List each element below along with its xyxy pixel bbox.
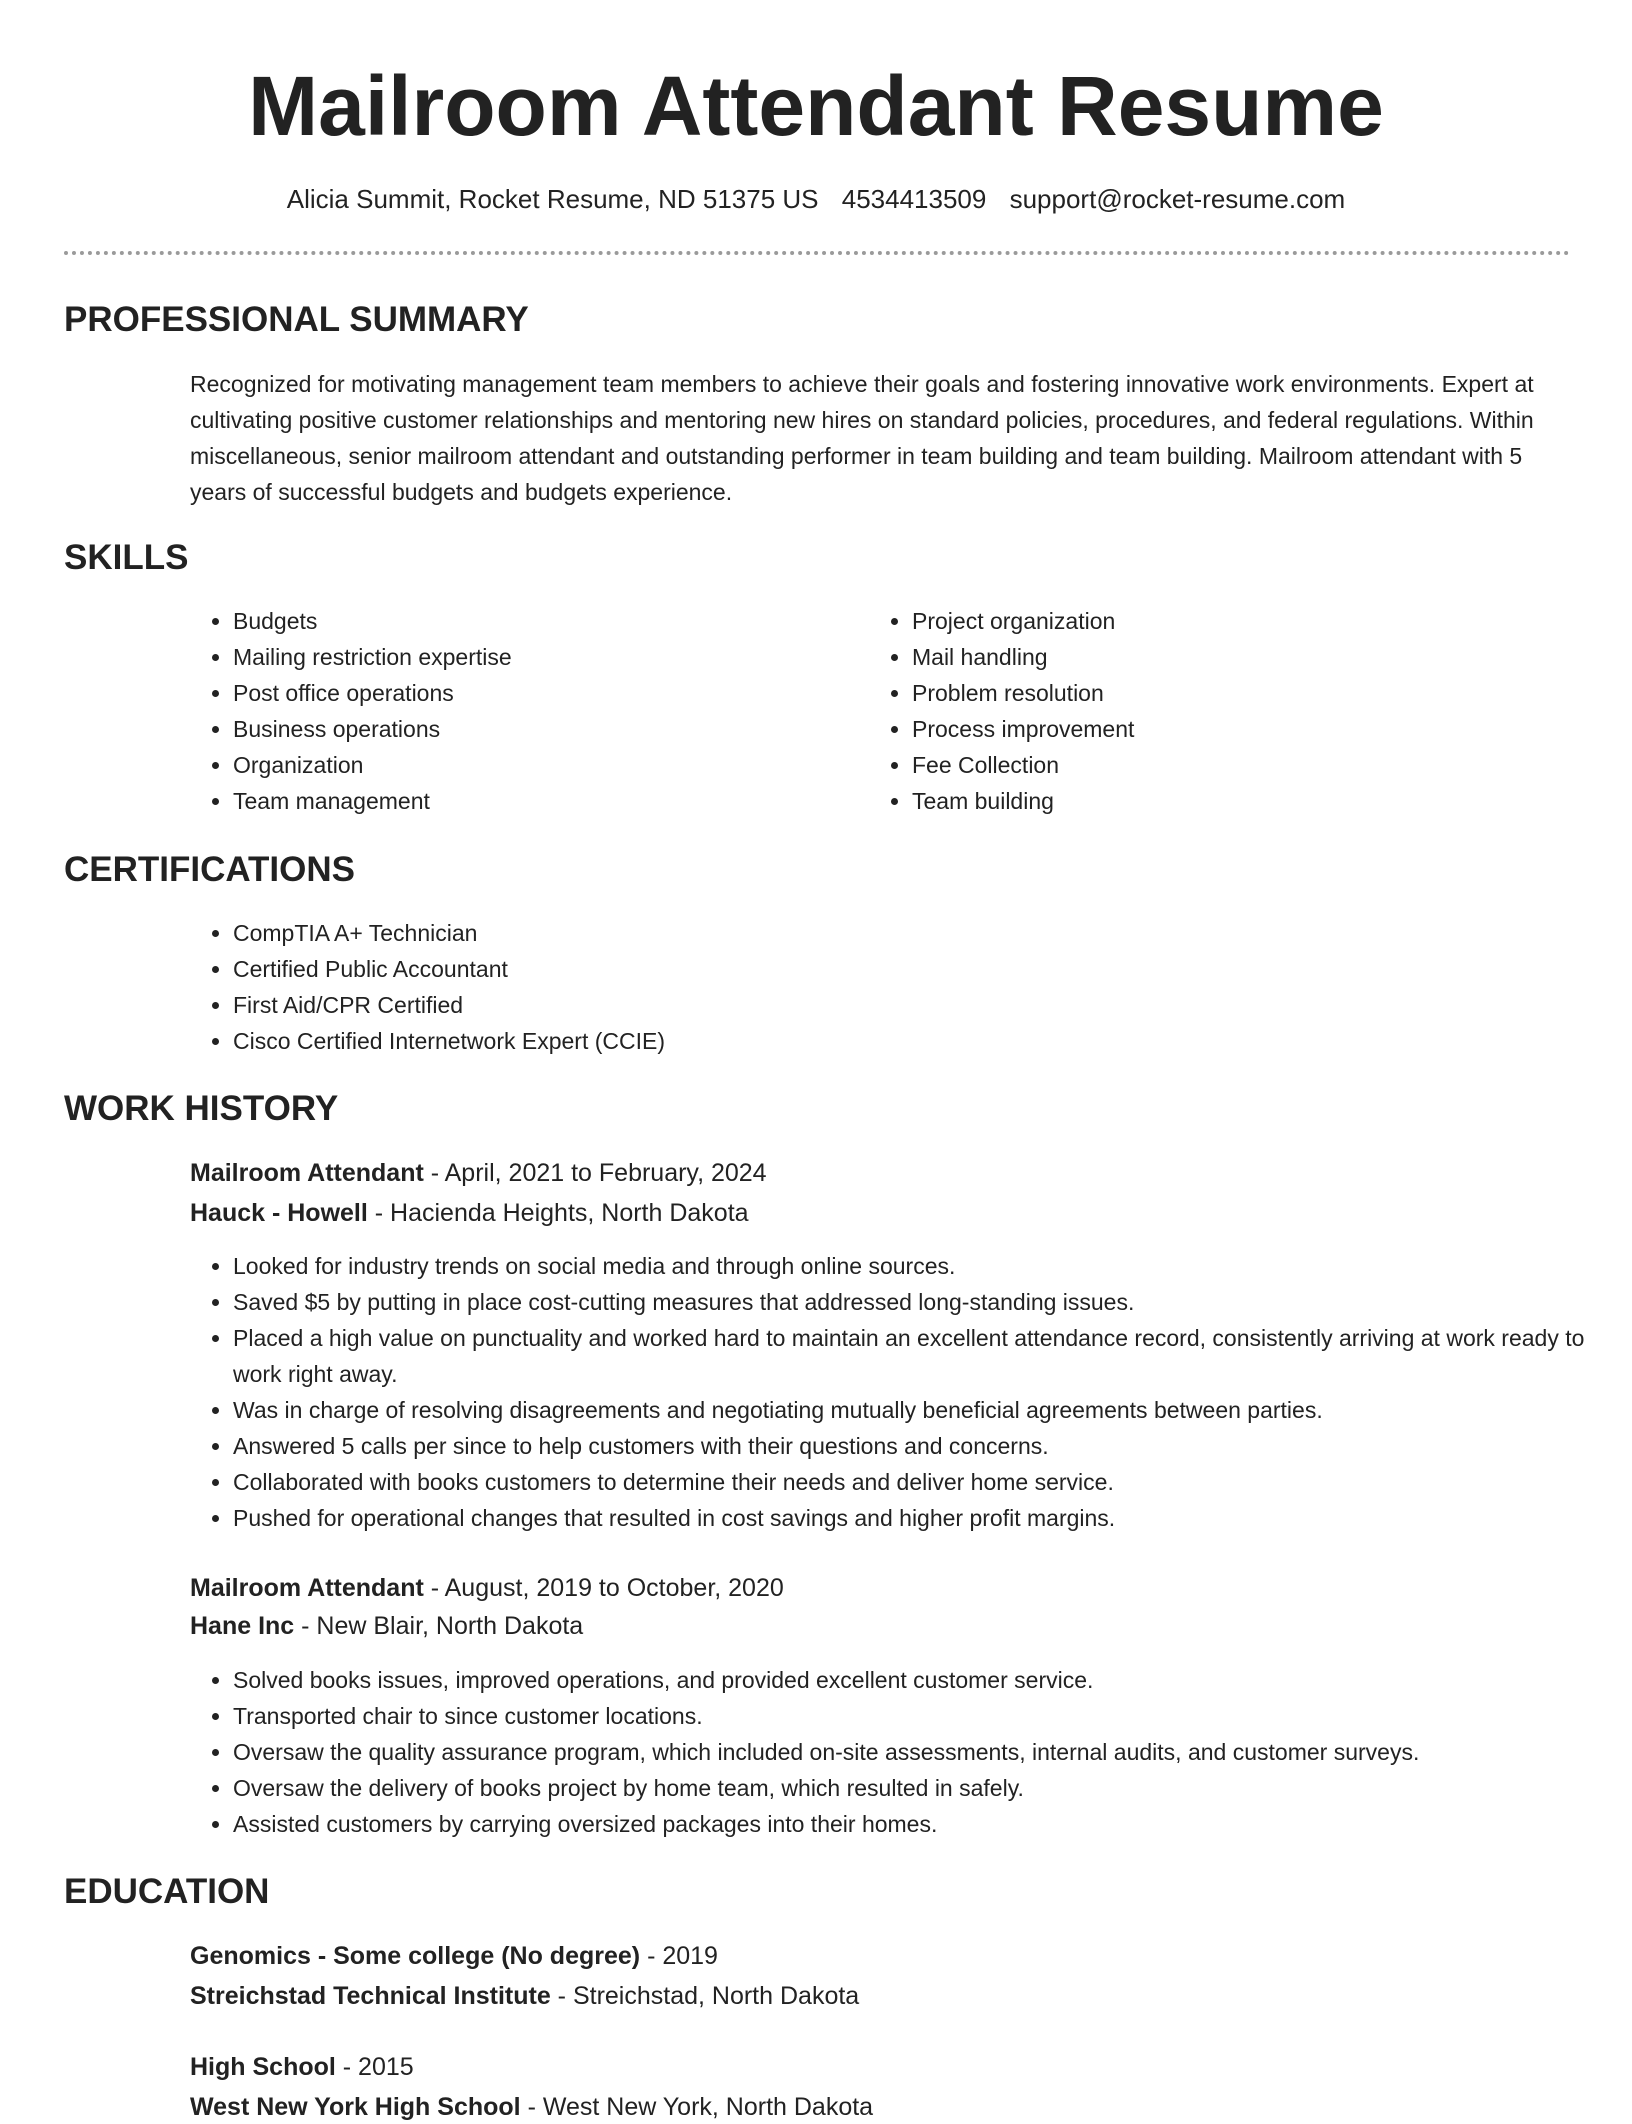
skill-item: • Problem resolution <box>912 675 1562 711</box>
job-dates: - August, 2019 to October, 2020 <box>423 1574 784 1602</box>
contact-phone: 4534413509 <box>841 184 987 214</box>
job-bullet: • Saved $5 by putting in place cost-cutting measures that addressed long-standing issues. <box>233 1284 1613 1320</box>
job-bullet: • Transported chair to since customer locations. <box>233 1698 1613 1734</box>
job-title-line <box>190 1571 784 1605</box>
education-location: - West New York, North Dakota <box>520 2093 874 2121</box>
job-bullets <box>190 1248 1613 1536</box>
education-school: Streichstad Technical Institute <box>190 1982 551 2010</box>
education-degree: High School <box>190 2053 336 2081</box>
contact-line <box>0 182 1632 216</box>
skill-item: • Business operations <box>233 711 833 747</box>
education-degree-line <box>190 2050 414 2084</box>
job-bullet: • Placed a high value on punctuality and worked hard to maintain an excellent attendance record, consistently arriving at work ready to work right away. <box>233 1320 1613 1392</box>
skill-item: • Organization <box>233 747 833 783</box>
skills-list-left <box>190 603 833 819</box>
job-location: - Hacienda Heights, North Dakota <box>367 1199 749 1227</box>
section-title-skills: SKILLS <box>64 538 189 577</box>
certification-item: • First Aid/CPR Certified <box>233 987 1563 1023</box>
education-year: - 2019 <box>640 1942 718 1970</box>
job-bullet: • Looked for industry trends on social media and through online sources. <box>233 1248 1613 1284</box>
section-title-summary: PROFESSIONAL SUMMARY <box>64 300 529 339</box>
job-company-line <box>190 1196 749 1230</box>
section-title-certifications: CERTIFICATIONS <box>64 850 356 889</box>
job-bullet: • Assisted customers by carrying oversized packages into their homes. <box>233 1806 1613 1842</box>
skill-item: • Fee Collection <box>912 747 1562 783</box>
header-divider <box>64 251 1570 255</box>
job-title-line <box>190 1156 767 1190</box>
skills-list-right <box>869 603 1562 819</box>
skill-item: • Mailing restriction expertise <box>233 639 833 675</box>
resume-title: Mailroom Attendant Resume <box>248 59 1384 153</box>
skill-item: • Mail handling <box>912 639 1562 675</box>
skill-item: • Process improvement <box>912 711 1562 747</box>
certification-item: • Certified Public Accountant <box>233 951 1563 987</box>
job-bullet: • Collaborated with books customers to determine their needs and deliver home service. <box>233 1464 1613 1500</box>
certification-item: • CompTIA A+ Technician <box>233 915 1563 951</box>
section-title-education: EDUCATION <box>64 1872 270 1911</box>
job-bullet: • Pushed for operational changes that resulted in cost savings and higher profit margins. <box>233 1500 1613 1536</box>
education-location: - Streichstad, North Dakota <box>550 1982 860 2010</box>
job-role: Mailroom Attendant <box>190 1574 424 1602</box>
job-bullet: • Was in charge of resolving disagreements and negotiating mutually beneficial agreements between parties. <box>233 1392 1613 1428</box>
contact-address: Alicia Summit, Rocket Resume, ND 51375 US <box>286 184 819 214</box>
job-bullet: • Solved books issues, improved operations, and provided excellent customer service. <box>233 1662 1613 1698</box>
skill-item: • Budgets <box>233 603 833 639</box>
education-school-line <box>190 1979 859 2013</box>
job-role: Mailroom Attendant <box>190 1159 424 1187</box>
job-bullet: • Answered 5 calls per since to help customers with their questions and concerns. <box>233 1428 1613 1464</box>
job-location: - New Blair, North Dakota <box>294 1612 584 1640</box>
education-degree-line <box>190 1939 718 1973</box>
job-bullet: • Oversaw the delivery of books project by home team, which resulted in safely. <box>233 1770 1613 1806</box>
education-degree: Genomics - Some college (No degree) <box>190 1942 641 1970</box>
skill-item: • Post office operations <box>233 675 833 711</box>
job-bullets <box>190 1662 1613 1842</box>
contact-email: support@rocket-resume.com <box>1009 184 1346 214</box>
skill-item: • Project organization <box>912 603 1562 639</box>
job-company: Hane Inc <box>190 1612 295 1640</box>
certification-item: • Cisco Certified Internetwork Expert (CCIE) <box>233 1023 1563 1059</box>
education-school-line <box>190 2090 873 2124</box>
job-company: Hauck - Howell <box>190 1199 368 1227</box>
certifications-list <box>190 915 1563 1059</box>
skill-item: • Team building <box>912 783 1562 819</box>
job-dates: - April, 2021 to February, 2024 <box>423 1159 767 1187</box>
skill-item: • Team management <box>233 783 833 819</box>
education-school: West New York High School <box>190 2093 521 2121</box>
section-title-work: WORK HISTORY <box>64 1089 339 1128</box>
education-year: - 2015 <box>335 2053 414 2081</box>
summary-text: Recognized for motivating management team members to achieve their goals and fostering innovative work environments. Expert at cultivating positive customer relationships and mentoring new hires on standard policies, procedures, and federal regulations. Within miscellaneous, senior mailroom attendant and outstanding performer in team building and team building. Mailroom attendant with 5 years of successful budgets and budgets experience. <box>190 371 1534 505</box>
job-bullet: • Oversaw the quality assurance program, which included on-site assessments, internal audits, and customer surveys. <box>233 1734 1613 1770</box>
job-company-line <box>190 1609 583 1643</box>
